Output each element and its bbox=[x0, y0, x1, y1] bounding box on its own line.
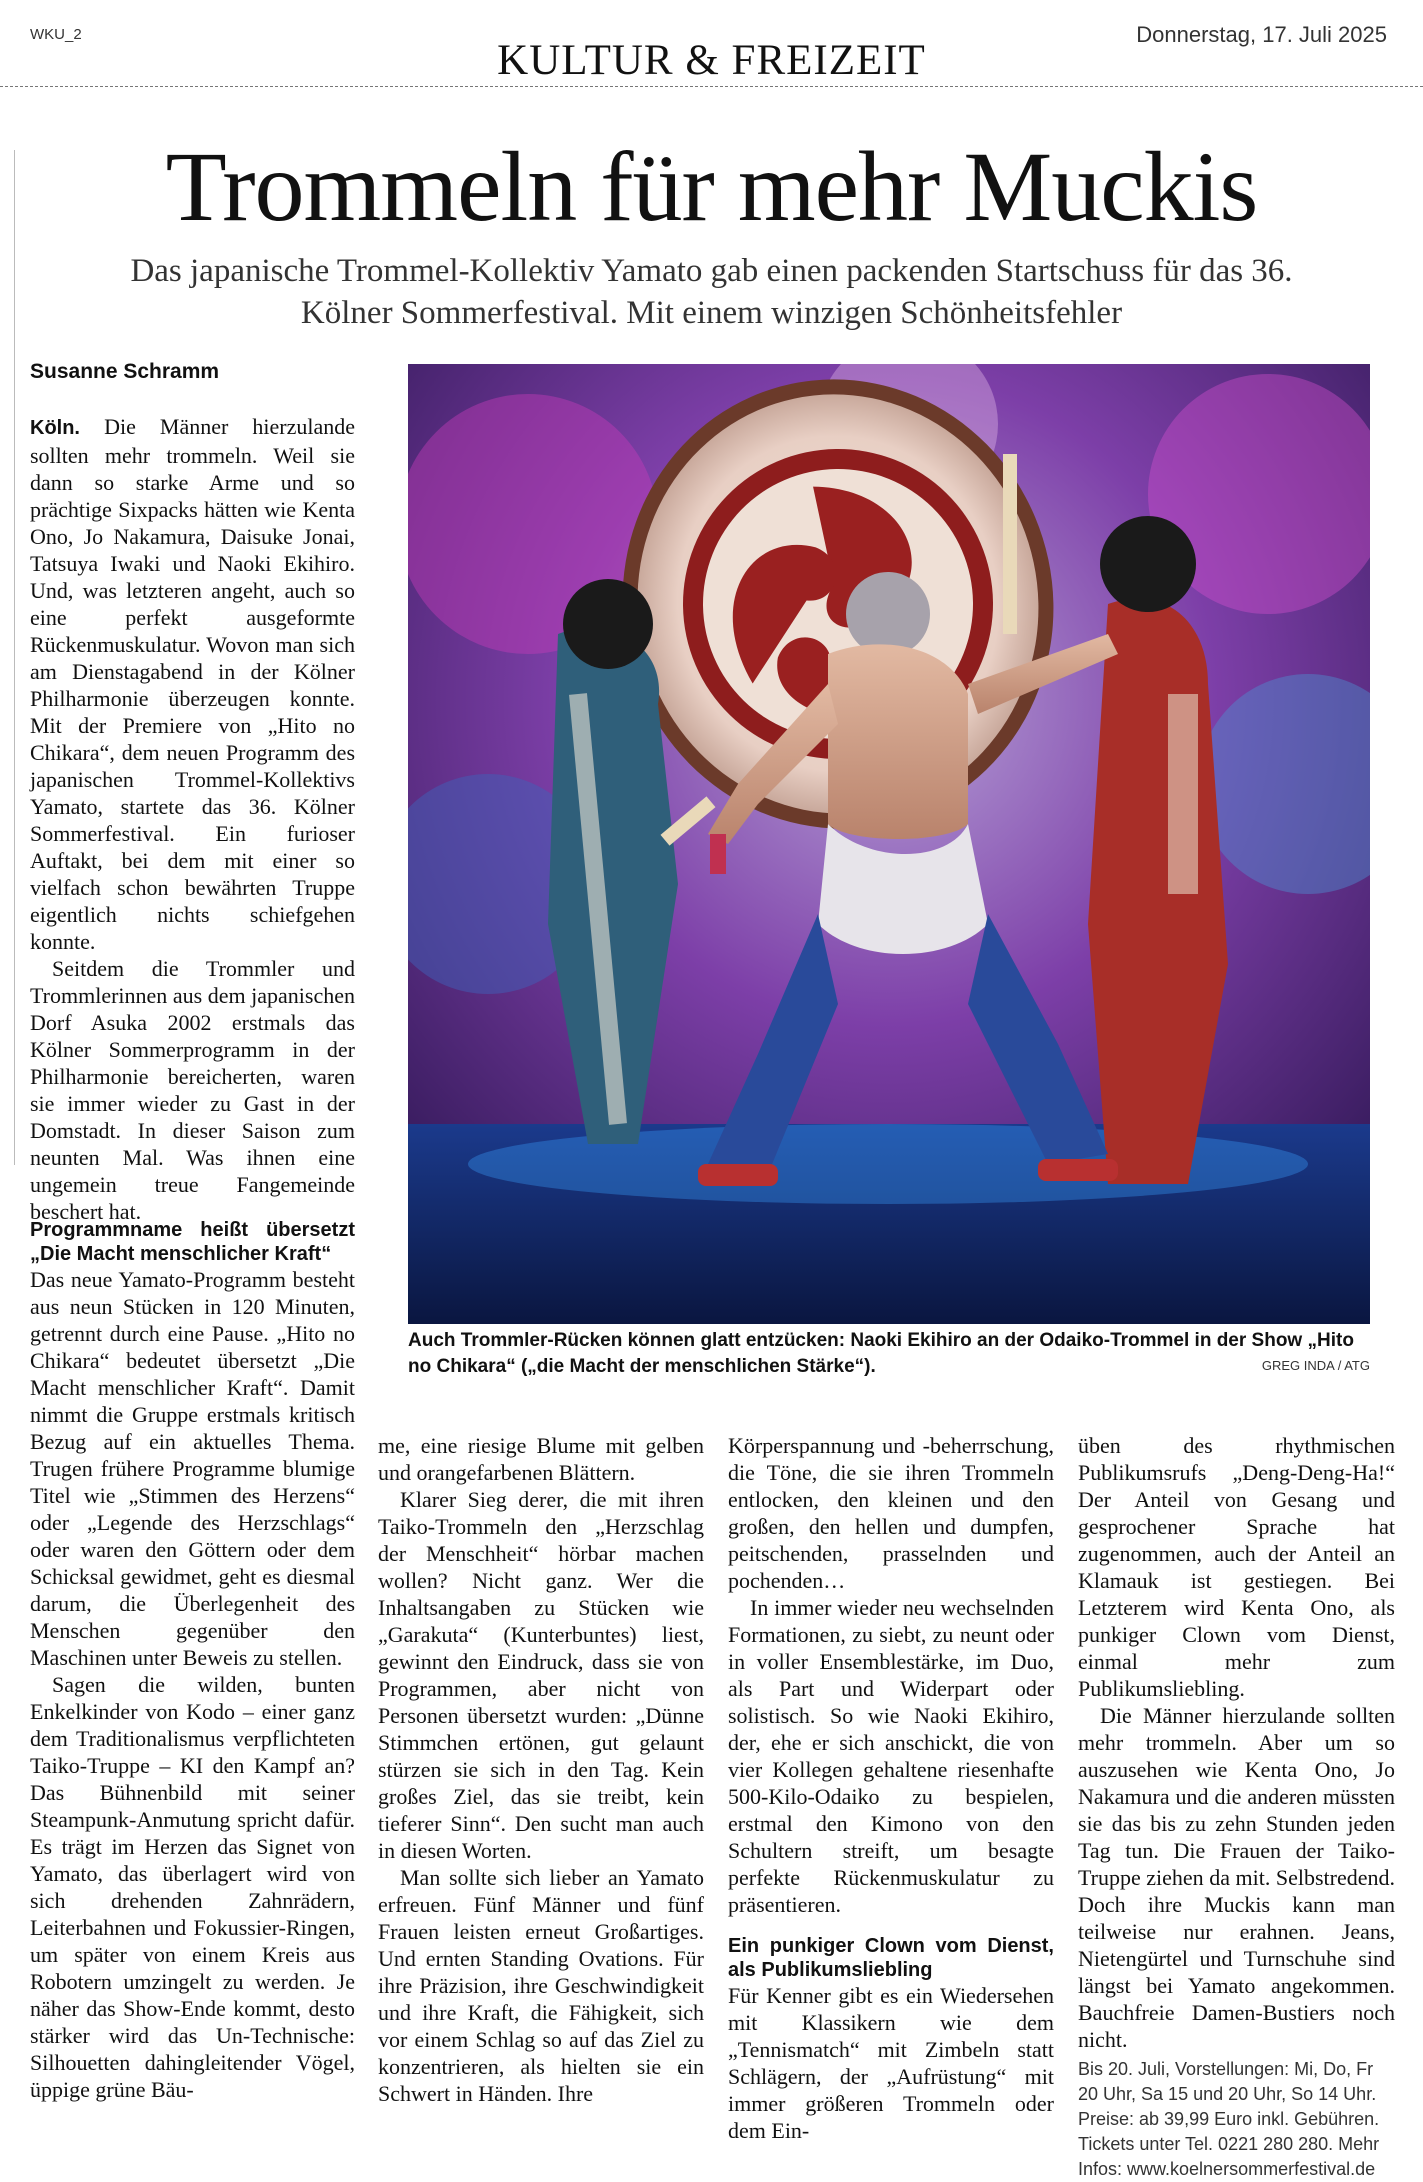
paragraph: Körperspannung und -beherrschung, die Töne, die sie ihren Trommeln entlocken, den kleinen und den großen, den hellen und dumpfen, peitschenden, prasselnden und pochenden… bbox=[728, 1433, 1054, 1593]
article-column-5 bbox=[1078, 1432, 1395, 2182]
paragraph: me, eine riesige Blume mit gelben und orangefarbenen Blättern. bbox=[378, 1433, 704, 1485]
article-column-3 bbox=[378, 1432, 704, 2107]
paragraph-text: Die Männer hierzulande sollten mehr trommeln. Weil sie dann so starke Arme und so prächtige Sixpacks hätten wie Kenta Ono, Jo Nakamura, Daisuke Jonai, Tatsuya Iwaki und Naoki Ekihiro. Und, was letzteren angeht, auch so eine perfekt ausgeformte Rückenmuskulatur. Wovon man sich am Dienstagabend in der Kölner Philharmonie überzeugen konnte. Mit der Premiere von „Hito no Chikara“, dem neuen Programm des japanischen Trommel-Kollektivs Yamato, startete das 36. Kölner Sommerfestival. Ein furioser Auftakt, bei dem mit einer so vielfach schon bewährten Truppe eigentlich nichts schiefgehen konnte. bbox=[30, 414, 356, 954]
header-divider bbox=[0, 86, 1423, 87]
subhead: Programmname heißt übersetzt „Die Macht menschlicher Kraft“ bbox=[30, 1219, 355, 1265]
section-title: KULTUR & FREIZEIT bbox=[497, 37, 926, 84]
paragraph: Sagen die wilden, bunten Enkelkinder von Kodo – einer ganz dem Traditionalismus verpflichteten Taiko-Truppe – KI den Kampf an? Das Bühnenbild mit seiner Steampunk-Anmutung spricht dafür. Es trägt im Herzen das Signet von Yamato, das überlagert wird von sich drehenden Zahnrädern, Leiterbahnen und Fokussier-Ringen, um später von einem Kreis aus Robotern umzingelt zu werden. Je näher das Show-Ende kommt, desto stärker wird das Un-Technische: Silhouetten dahingleitender Vögel, üppige grüne Bäu- bbox=[30, 1672, 355, 2102]
article-photo bbox=[408, 364, 1370, 1324]
paragraph: Man sollte sich lieber an Yamato erfreuen. Fünf Männer und fünf Frauen leisten erneut Großartiges. Und ernten Standing Ovations. Für ihre Präzision, ihre Geschwindigkeit und ihre Kraft, die Fähigkeit, sich vor einem Schlag so auf das Ziel zu konzentrieren, als hielten sie ein Schwert in Händen. Ihre bbox=[378, 1865, 704, 2106]
issue-date: Donnerstag, 17. Juli 2025 bbox=[1136, 22, 1387, 47]
paragraph: In immer wieder neu wechselnden Formationen, zu siebt, zu neunt oder in voller Ensemblestärke, im Duo, als Part und Widerpart oder solistisch. So wie Naoki Ekihiro, der, ehe er sich anschickt, die von vier Kollegen gehaltene riesenhafte 500-Kilo-Odaiko zu bespielen, erstmal den Kimono von den Schultern streift, um besagte perfekte Rückenmuskulatur zu präsentieren. bbox=[728, 1595, 1054, 1917]
paragraph: Für Kenner gibt es ein Wiedersehen mit Klassikern wie dem „Tennismatch“ mit Zimbeln statt Schlägern, der „Aufrüstung“ mit immer größeren Trommeln oder dem Ein- bbox=[728, 1983, 1054, 2143]
article-column-4 bbox=[728, 1432, 1054, 2144]
paragraph: üben des rhythmischen Publikumsrufs „Deng-Deng-Ha!“ Der Anteil von Gesang und gesprochener Sprache hat zugenommen, auch der Anteil an Klamauk ist gestiegen. Bei Letzterem wird Kenta Ono, als punkiger Clown vom Dienst, einmal mehr zum Publikumsliebling. bbox=[1078, 1433, 1395, 1701]
event-info: Bis 20. Juli, Vorstellungen: Mi, Do, Fr 20 Uhr, Sa 15 und 20 Uhr, So 14 Uhr. Preise: ab 39,99 Euro inkl. Gebühren. Tickets unter Tel. 0221 280 280. Mehr Infos: www.koelnersommerfestival.de bbox=[1078, 2059, 1380, 2179]
page-code: WKU_2 bbox=[30, 26, 82, 43]
paragraph: Das neue Yamato-Programm besteht aus neun Stücken in 120 Minuten, getrennt durch eine Pause. „Hito no Chikara“ bedeutet übersetzt „Die Macht menschlicher Kraft“. Damit nimmt die Gruppe erstmals kritisch Bezug auf ein aktuelles Thema. Trugen frühere Programme blumige Titel wie „Stimmen des Herzens“ oder „Legende des Herzschlags“ oder waren den Göttern oder dem Schicksal gewidmet, geht es diesmal darum, die Überlegenheit des Menschen gegenüber den Maschinen unter Beweis zu stellen. bbox=[30, 1267, 355, 1670]
paragraph: Seitdem die Trommler und Trommlerinnen aus dem japanischen Dorf Asuka 2002 erstmals das Kölner Sommerprogramm in der Philharmonie bereicherten, waren sie immer wieder zu Gast in der Domstadt. In dieser Saison zum neunten Mal. Was ihnen eine ungemein treue Fangemeinde beschert hat. bbox=[30, 956, 355, 1224]
photo-credit: GREG INDA / ATG bbox=[1261, 1358, 1370, 1373]
article-column-1 bbox=[30, 413, 355, 1225]
paragraph: Klarer Sieg derer, die mit ihren Taiko-Trommeln den „Herzschlag der Menschheit“ hörbar machen wollen? Nicht ganz. Wer die Inhaltsangaben zu Stücken wie „Garakuta“ (Kunterbuntes) liest, gewinnt den Eindruck, dass sie von Programmen, aber nicht von Personen übersetzt wurden: „Dünne Stimmchen ertönen, gut gelaunt stürzen sie sich in den Tag. Kein großes Ziel, das sie treibt, kein tieferer Sinn“. Den sucht man auch in diesen Worten. bbox=[378, 1487, 704, 1863]
article-column-2 bbox=[30, 1218, 355, 2103]
stage-photo-illustration bbox=[408, 364, 1370, 1324]
photo-caption: Auch Trommler-Rücken können glatt entzücken: Naoki Ekihiro an der Odaiko-Trommel in der Show „Hito no Chikara“ („die Macht der menschlichen Stärke“). bbox=[408, 1330, 1354, 1377]
author-byline: Susanne Schramm bbox=[30, 360, 220, 383]
subheadline: Das japanische Trommel-Kollektiv Yamato gab einen packenden Startschuss für das 36. Kölner Sommerfestival. Mit einem winzigen Schönheitsfehler bbox=[130, 253, 1293, 331]
subhead: Ein punkiger Clown vom Dienst, als Publikumsliebling bbox=[728, 1935, 1054, 1981]
paragraph bbox=[30, 413, 355, 955]
paragraph: Die Männer hierzulande sollten mehr trommeln. Aber um so auszusehen wie Kenta Ono, Jo Nakamura und die anderen müssten sie das bis zu zehn Stunden jeden Tag tun. Die Frauen der Taiko-Truppe ziehen da mit. Selbstredend. Doch ihre Muckis kann man teilweise nur erahnen. Jeans, Nietengürtel und Turnschuhe sind längst bei Yamato angekommen. Bauchfreie Damen-Bustiers noch nicht. bbox=[1078, 1703, 1395, 2052]
dateline: Köln. bbox=[30, 417, 80, 439]
left-margin-rule bbox=[14, 150, 15, 1165]
headline: Trommeln für mehr Muckis bbox=[165, 131, 1258, 242]
